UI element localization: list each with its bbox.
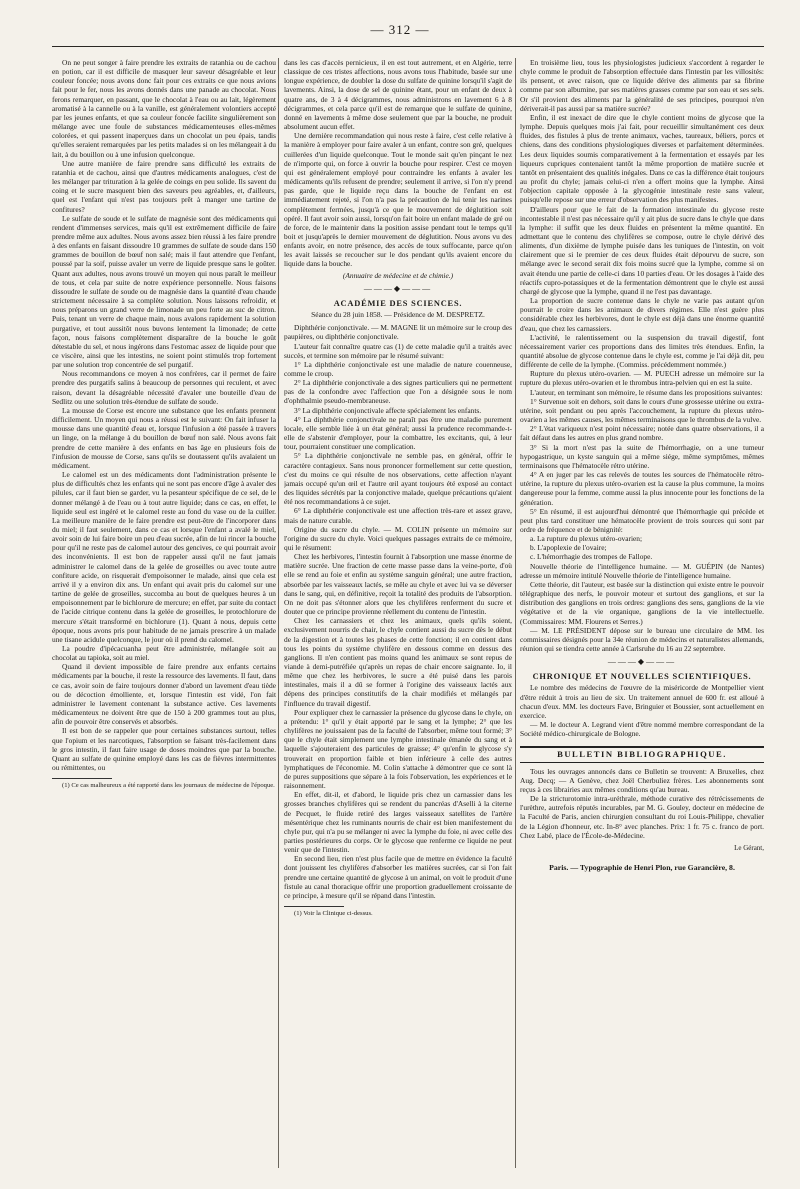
paragraph: En effet, dit-il, et d'abord, le liquide pris chez un carnassier dans les grosses branches chylifères qui se rendent du pancréas d'Aselli à la citerne de Pecquet, le fluide retiré des larges vaisseaux satellites de l'artère mésentérique chez les ruminants nourris de chair est bien manifestement du chyle pur, qui n'a pu se mélanger ni avec la lymphe du foie, ni avec celle des parties postérieures du corps. Or le glycose que renferme ce liquide ne peut venir que de l'intestin. [284, 790, 512, 855]
paragraph: 3° La diphthérie conjonctivale affecte spécialement les enfants. [294, 405, 482, 415]
paragraph: Nouvelle théorie de l'intelligence humaine. — M. GUÉPIN (de Nantes) adresse un mémoire intitulé Nouvelle théorie de l'intelligence humaine. [520, 561, 764, 580]
paragraph: Nous recommandons ce moyen à nos confrères, car il permet de faire prendre des purgatifs salins à beaucoup de personnes qui reculent, et avec raison, devant la désagréable nécessité d'avaler une bouteille d'eau de Sedlitz ou une solution très-étendue de sulfate de soude. [52, 369, 276, 406]
paragraph: Pour expliquer chez le carnassier la présence du glycose dans le chyle, on a prétendu: 1° qu'il y était apporté par le sang et la lymphe; 2° que les chylifères ne jouissaient pas de la faculté de l'absorber, même tout formé; 3° que le chyle était simplement une lymphe intestinale émanée du sang et à laquelle s'ajouteraient des particules de graisse; 4° qu'enfin le glycose s'y trouverait en proportion faible et bien inférieure à celle des autres lymphatiques de l'économie. M. Colin s'attache à démontrer que ce sont là de pures suppositions que sépare à la fois l'observation, les expériences et le raisonnement. [284, 707, 512, 791]
paragraph: Chez les carnassiers et chez les animaux, quels qu'ils soient, exclusivement nourris de chair, le chyle contient aussi du sucre dès le début de la digestion et à toutes les phases de cette fonction; il en contient dans tous les points du système chylifère en dessous comme en dessus des ganglions. Il n'en contient pas moins quand les animaux se sont repus de viande à demi-putréfiée qu'après un repas de chair encore saignante. Io, il même que chez les herbivores, le sucre a été puisé dans les parois intestinales, mais il a dû se former à l'origine des vaisseaux lactés aux dépens des principes constitutifs de la chair modifiés et mélangés par l'influence du travail digestif. [284, 616, 512, 708]
paragraph: 2° La diphthérie conjonctivale a des signes particuliers qui ne permettent pas de la confondre avec l'affection que l'on a désignée sous le nom d'ophthalmie pseudo-membraneuse. [284, 378, 512, 406]
paragraph: Origine du sucre du chyle. — M. COLIN présente un mémoire sur l'origine du sucre du chyle. Voici quelques passages extraits de ce mémoire, qui le résument: [284, 524, 512, 552]
paragraph: Diphthérie conjonctivale. — M. MAGNE lit un mémoire sur le croup des paupières, ou diphthérie conjonctivale. [284, 323, 512, 342]
paragraph: De la stricturotomie intra-uréthrale, méthode curative des rétrécissements de l'urèthre, autrefois réputés incurables, par M. G. Gouley, docteur en médecine de la Faculté de Paris, ancien chirurgien consultant du roi Louis-Philippe, chevalier de la Légion d'honneur, etc. In-8° avec planches. Prix: 1 fr. 75 c. franco de port. Chez Labé, place de l'École-de-Médecine. [520, 794, 764, 840]
imprint: Paris. — Typographie de Henri Plon, rue Garancière, 8. [549, 862, 735, 872]
paragraph: L'auteur, en terminant son mémoire, le résume dans les propositions suivantes: [530, 387, 763, 397]
source-citation: (Annuaire de médecine et de chimie.) [342, 270, 454, 280]
footnote: (1) Voir la Clinique ci-dessus. [294, 910, 373, 918]
paragraph: 2° L'état variqueux n'est point nécessaire; notée dans quatre observations, il a fait défaut dans les autres en plus grand nombre. [520, 424, 764, 443]
paragraph: Quand il devient impossible de faire prendre aux enfants certains médicaments par la bouche, il reste la ressource des lavements. Il faut, dans ce cas, avoir soin de faire toujours donner d'abord un lavement d'eau tiède ou de décoction émolliente, et, lorsque l'intestin est vidé, l'on fait administrer le lavement contenant la substance active. Ces lavements médicamenteux ne doivent être que de 150 à 200 grammes tout au plus, afin de pouvoir être conservés et absorbés. [52, 662, 276, 727]
section-title-chronique: CHRONIQUE ET NOUVELLES SCIENTIFIQUES. [532, 672, 752, 682]
paragraph: 1° La diphthérie conjonctivale est une maladie de nature couenneuse, comme le croup. [284, 359, 512, 378]
paragraph: Une dernière recommandation qui nous reste à faire, c'est celle relative à la manière à employer pour faire avaler à un enfant, contre son gré, quelques cuillerées d'un liquide quelconque. Tout le monde sait qu'en pinçant le nez de n'importe qui, on force à ouvrir la bouche pour respirer. C'est ce moyen qui est généralement employé pour contraindre les enfants à avaler les médicaments qu'ils refusent de prendre; seulement il arrive, si l'on n'y prend pas garde, que le liquide reçu dans la bouche de l'enfant en est immédiatement rejeté, si l'on n'a pas la précaution de lui tenir les narines complètement fermées, jusqu'à ce que le mouvement de déglutition soit opéré. Il faut avoir soin aussi, lorsqu'on fait boire un enfant malade de gré ou de force, de le maintenir dans la position assise pendant tout le temps qu'il boit et jusqu'après le dernier mouvement de déglutition. Nous avons vu des enfants avoir, en notre présence, des accès de toux suffocante, parce qu'on les avait laissés se recoucher sur le dos pendant qu'ils avaient encore du liquide dans la bouche. [284, 131, 512, 269]
paragraph: La mousse de Corse est encore une substance que les enfants prennent difficilement. Un moyen qui nous a réussi est le suivant: On fait infuser la mousse dans une quantité d'eau et, lorsque l'infusion a été passée à travers un linge, on la mélange à du bouillon de bœuf non salé. Nous avons fait prendre de cette manière à des enfants en bas âge en plusieurs fois de l'infusion de mousse de Corse, sans qu'ils se doutassent qu'ils avalaient un médicament. [52, 405, 276, 470]
column-3 [520, 58, 764, 1178]
paragraph: L'auteur fait connaître quatre cas (1) de cette maladie qu'il a traités avec succès, et termine son mémoire par le résumé suivant: [284, 341, 512, 360]
paragraph: Chez les herbivores, l'intestin fournit à l'absorption une masse énorme de matière sucrée. Une fraction de cette masse passe dans la veine-porte, d'où elle se rend au foie et enfin au système sanguin général; une autre fraction, absorbée par les vaisseaux lactés, se mêle au chyle et avec lui va se déverser dans le sang, qui, en définitive, reçoit la totalité des produits de l'absorption. On ne doit pas s'étonner alors que les chylifères renferment du sucre et douter que ce principe provienne réellement du contenu de l'intestin. [284, 552, 512, 617]
paragraph: 6° La diphthérie conjonctivale est une affection très-rare et assez grave, mais de nature curable. [284, 506, 512, 525]
section-title-academie: ACADÉMIE DES SCIENCES. [333, 298, 463, 308]
page-number: — 312 — [370, 22, 430, 37]
paragraph: 5° La diphthérie conjonctivale ne semble pas, en général, offrir le caractère contagieux. Sans nous prononcer formellement sur cette question, c'est du moins ce qui résulte de nos observations, cette affection n'ayant jamais occupé qu'un œil et l'autre œil ayant toujours été exposé au contact des liquides sécrétés par la conjonctive malade, quelque précautions qu'aient été nos recommandations à ce sujet. [284, 451, 512, 507]
paragraph: Rupture du plexus utéro-ovarien. — M. PUECH adresse un mémoire sur la rupture du plexus utéro-ovarien et le thrombus intra-pelvien qui en est la suite. [520, 369, 764, 388]
paragraph: 4° La diphthérie conjonctivale ne paraît pas être une maladie purement locale, elle semble liée à un état général; aussi la prudence recommande-t-elle de s'abstenir d'employer, pour la combattre, les excitants, qui, à leur tour, pourraient constituer une complication. [284, 414, 512, 452]
paragraph: D'ailleurs pour que le fait de la formation intestinale du glycose reste incontestable il n'est pas nécessaire qu'il y ait plus de sucre dans le chyle que dans la lymphe: il suffit que les deux fluides en présentent la même quantité. En admettant que le contenu des chylifères se compose, outre le chyle dérivé des aliments, d'un dixième de lymphe puisée dans les tuniques de l'intestin, on voit clairement que si le premier de ces deux fluides était dépourvu de sucre, son mélange avec le second serait dix fois moins sucré que la lymphe, comme si on avait étendu une partie de celle-ci dans 10 parties d'eau. Or les dosages à l'aide des réactifs cupro-potassiques et de la fermentation démontrent que le chyle est aussi chargé de glycose que la lymphe, quand il ne l'est pas davantage. [520, 204, 764, 296]
paragraph: a. La rupture du plexus utéro-ovarien; [530, 534, 643, 544]
paragraph: — M. LE PRÉSIDENT dépose sur le bureau une circulaire de MM. les commissaires désignés pour la 34e réunion de médecins et naturalistes allemands, réunion qui se tiendra cette année à Carlsruhe du 16 au 22 septembre. [520, 625, 764, 653]
paragraph: — M. le docteur A. Legrand vient d'être nommé membre correspondant de la Société médico-chirurgicale de Bologne. [520, 720, 764, 739]
column-1 [52, 58, 276, 1178]
footnote: (1) Ce cas malheureux a été rapporté dans les journaux de médecine de l'époque. [62, 782, 275, 790]
paragraph: En second lieu, rien n'est plus facile que de mettre en évidence la faculté dont jouissent les chylifères d'absorber les matières sucrées, car si l'on fait prendre une certaine quantité de glycose à un animal, on voit le produit d'une fistule au canal thoracique offrir une proportion graduellement croissante de ce principe, à mesure qu'il se répand dans l'intestin. [284, 854, 512, 900]
paragraph: La proportion de sucre contenue dans le chyle ne varie pas autant qu'on pourrait le croire dans les animaux de divers régimes. Elle n'est guère plus considérable chez les herbivores, dont le chyle est déjà dans une énorme quantité d'eau, que chez les carnassiers. [520, 296, 764, 333]
paragraph: La poudre d'ipécacuanha peut être administrée, mélangée soit au chocolat au tapioka, soit au miel. [52, 644, 276, 663]
section-title-bulletin: BULLETIN BIBLIOGRAPHIQUE. [520, 746, 764, 762]
paragraph: dans les cas d'accès pernicieux, il en est tout autrement, et en Algérie, terre classique de ces tristes affections, nous avons tous l'habitude, basée sur une longue expérience, de doubler la dose du sulfate de quinine lorsqu'il s'agit de lavements. Ainsi, la dose de sel de quinine étant, pour un enfant de deux à quatre ans, de 3 à 4 décigrammes, nous administrons en lavement 6 à 8 décigrammes, et cela parce qu'il est de remarque que le sulfate de quinine, donné en lavements à même dose seulement que par la bouche, ne produit absolument aucun effet. [284, 58, 512, 132]
column-divider [515, 58, 516, 1168]
paragraph: b. L'apoplexie de l'ovaire; [530, 543, 607, 553]
paragraph: Le sulfate de soude et le sulfate de magnésie sont des médicaments qui rendent d'immenses services, mais qu'il est extrêmement difficile de faire prendre même aux adultes. Nous avons assez bien réussi à les faire prendre à des enfants en faisant dissoudre 10 grammes de sulfate de soude dans 150 grammes de bouillon de bœuf non salé; mais il faut attendre que l'enfant, poussé par la soif, puisse avaler un verre de liquide presque sans le goûter. Quant aux adultes, nous avons trouvé un moyen qui nous paraît le meilleur de tous, et cela par suite de notre expérience personnelle. Nous faisons dissoudre le sulfate de soude ou de magnésie dans la quantité d'eau chaude strictement nécessaire à sa complète solution. Nous laissons refroidir, et nous préparons un grand verre de limonade un peu forte au suc de citron. Puis, tenant un verre de chaque main, nous avalons rapidement la solution purgative, et tout aussitôt nous buvons lentement la limonade; de cette façon, nous faisons complètement disparaître de la bouche le goût détestable du sel, et nous ingérons dans l'estomac assez de liquide pour que ce viscère, ainsi que les intestins, ne soient point stimulés trop fortement par une solution trop concentrée de sel purgatif. [52, 213, 276, 370]
paragraph: Le nombre des médecins de l'œuvre de la miséricorde de Montpellier vient d'être réduit à trois au lieu de six. Un traitement annuel de 600 fr. est alloué à chacun d'eux. MM. les docteurs Fave, Bringuier et Boussier, sont actuellement en exercice. [520, 683, 764, 720]
header-rule [52, 46, 764, 47]
column-2 [284, 58, 512, 1178]
footnote-rule [52, 778, 112, 779]
column-divider [278, 58, 279, 1168]
paragraph: Enfin, il est inexact de dire que le chyle contient moins de glycose que la lymphe. Depuis quelques mois j'ai fait, pour recueillir simultanément ces deux fluides, des fistules à plus de trente animaux, vaches, taureaux, béliers, porcs et chiens, dans des conditions physiologiques diverses et parfaitement déterminées. Les deux liquides soumis comparativement à la fermentation et essayés par les liqueurs cupriques contenaient tantôt la même proportion de matière sucrée et tantôt en présentaient des qualités inégales. Dans ce cas la différence était toujours au profit du chyle; jamais celui-ci n'en a offert moins que la lymphe. Ainsi l'objection capitale opposée à la glycogénie intestinale reste sans valeur, puisqu'elle repose sur une erreur d'observation des plus manifestes. [520, 112, 764, 205]
paragraph: 4° A en juger par les cas relevés de toutes les sources de l'hématocèle rétro-utérine, la rupture du plexus utéro-ovarien est la cause la plus commune, la moins dangereuse pour la femme, comme aussi la plus innocente pour les fonctions de la génération. [520, 470, 764, 507]
paragraph: Une autre manière de faire prendre sans difficulté les extraits de ratanhia et de cachou, ainsi que d'autres médicaments analogues, c'est de les mélanger par trituration à la gelée de coings en peu solide. Ils savent du coing et le sucre masquent bien des saveurs peu agréables, et, d'ailleurs, quel est l'enfant qui n'est pas toujours prêt à manger une tartine de confitures? [52, 158, 276, 214]
paragraph: Il est bon de se rappeler que pour certaines substances surtout, telles que l'opium et les narcotiques, l'absorption se faisant très-facilement dans le gros intestin, il faut faire usage de doses moindres que par la bouche. Quant au sulfate de quinine employé dans les cas de fièvres intermittentes ou rémittentes, ou [52, 726, 276, 773]
paragraph: L'activité, le ralentissement ou la suspension du travail digestif, font nécessairement varier ces proportions dans des limites très étendues. Enfin, la quantité absolue de glycose contenue dans le chyle est, comme je l'ai déjà dit, peu différente de celle de la lymphe. (Commiss. précédemment nommée.) [520, 332, 764, 370]
paragraph: On ne peut songer à faire prendre les extraits de ratanhia ou de cachou en potion, car il est difficile de masquer leur saveur désagréable et leur couleur foncée; nous avons donc fait pour ces extraits ce que nous avions fait pour le fer, nous les avons donnés dans une panade au chocolat. Nous ferons remarquer, en passant, que le chocolat à l'eau ou au lait, légèrement aromatisé à la cannelle ou à la vanille, est généralement volontiers accepté par les jeunes enfants, et que sa couleur foncée facilite singulièrement son mélange avec une foule de substances médicamenteuses elles-mêmes colorées, et qui passent inaperçues dans un chocolat un peu épais, tandis qu'elles seraient remarquées par les petits malades si on les mélangeait à du lait, à du bouillon ou à une infusion quelconque. [52, 58, 276, 159]
paragraph: 1° Survenue soit en dehors, soit dans le cours d'une grossesse utérine ou extra-utérine, soit pendant ou peu après l'accouchement, la rupture du plexus utéro-ovarien a les mêmes causes, les mêmes terminaisons que le thrombus de la vulve. [520, 396, 764, 425]
session-line: Séance du 28 juin 1858. — Présidence de M. DESPRETZ. [311, 310, 485, 320]
gerant-line: Le Gérant, [734, 843, 764, 852]
paragraph: c. L'hémorrhagie des trompes de Fallope. [530, 552, 653, 562]
paragraph: Le calomel est un des médicaments dont l'administration présente le plus de difficultés chez les enfants qui ne sont pas encore d'âge à avaler des pilules, car il faut bien se garder, vu la pesanteur spécifique de ce sel, de le donner mélangé à de l'eau ou à tout autre liquide; dans ce cas, en effet, le liquide seul est ingéré et le calomel reste au fond du vase ou de la cuiller. La meilleure manière de le faire prendre est peut-être de l'incorporer dans du miel; il faut seulement, dans ce cas et lorsque l'enfant a avalé le miel, avoir soin de lui faire boire un peu d'eau sucrée, afin de lui rincer la bouche pour qu'il ne reste pas de calomel autour des gencives, ce qui pourrait avoir des inconvénients. Il est bon de rappeler aussi qu'il ne faut jamais administrer le calomel dans de la gelée de groseilles ou avec toute autre confiture acide, on risquerait d'empoisonner le malade, ainsi que cela est arrivé il y a environ dix ans. Un enfant qui avait pris du calomel sur une tartine de gelée de groseilles, succomba au bout de quelques heures à un empoisonnement par le bichlorure de mercure; en effet, par suite du contact de l'acide citrique contenu dans la gelée de groseilles, le protochlorure de mercure s'était transformé en bichlorure (1). Quant à nous, depuis cette époque, nous avons pris pour habitude de ne jamais prescrire à un malade une tisane acidule quelconque, le jour où il prend du calomel. [52, 470, 276, 644]
paragraph: Tous les ouvrages annoncés dans ce Bulletin se trouvent: A Bruxelles, chez Aug. Decq; — A Genève, chez Joël Cherbuliez frères. Les abonnements sont reçus à ces librairies aux mêmes conditions qu'au bureau. [520, 766, 764, 794]
paragraph: 3° Si la mort n'est pas la suite de l'hémorrhagie, on a une tumeur hypogastrique, un kyste sanguin qui a même siége, même symptômes, mêmes terminaisons que l'hématocèle rétro utérine. [520, 442, 764, 470]
paragraph: En troisième lieu, tous les physiologistes judicieux s'accordent à regarder le chyle comme le produit de l'absorption effectuée dans l'intestin par les villosités: ils pensent, et avec raison, que ce liquide dérive des aliments par sa fibrine comme par son albumine, par ses matières grasses comme par son eau et ses sels. Or s'il provient des aliments par la généralité de ses principes, pourquoi n'en dériverait-il pas aussi par sa matière sucrée? [520, 58, 764, 113]
ornament-divider: ———◆——— [607, 657, 677, 667]
paragraph: Cette théorie, dit l'auteur, est basée sur la distinction qui existe entre le pouvoir télégraphique des nerfs, le pouvoir moteur et surtout des ganglions, et sur la distribution des ganglions en trois ordres: ganglions des sens, ganglions de la vie végétative et de la vie organique, ganglions de la vie intellectuelle. (Commissaires: MM. Flourens et Serres.) [520, 579, 764, 626]
paragraph: 5° En résumé, il est aujourd'hui démontré que l'hémorrhagie qui précède et peut plus tard constituer une hématocèle provient de trois sources qui sont par ordre de fréquence et de bénignité: [520, 506, 764, 534]
footnote-rule [284, 906, 344, 907]
ornament-divider: ———◆——— [363, 283, 433, 293]
